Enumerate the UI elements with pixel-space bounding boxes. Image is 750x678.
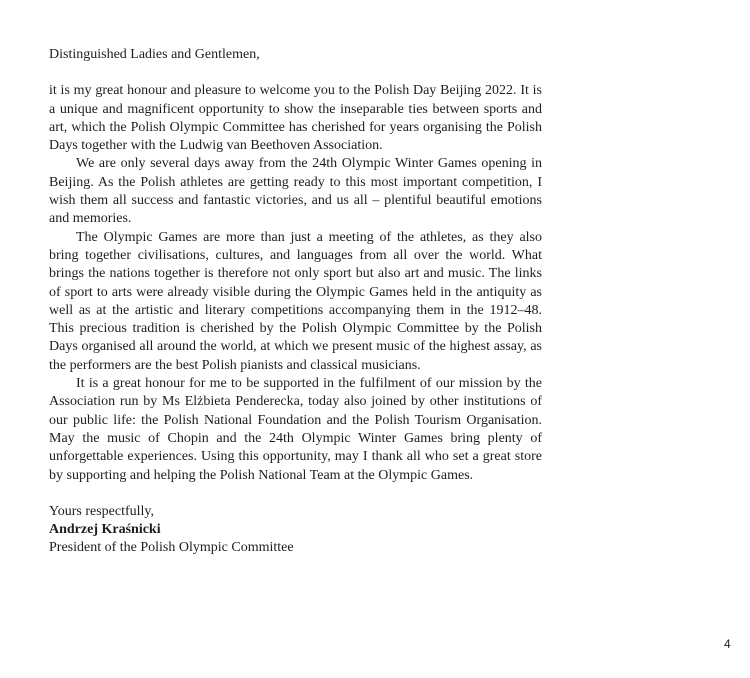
closing-phrase: Yours respectfully,: [49, 503, 154, 519]
paragraph-4: It is a great honour for me to be supported in the fulfilment of our mission by the Association run by Ms Elżbieta Penderecka, today also joined by other institutions of our public life: the Polish National Foundation and the Polish Tourism Organisation. May the music of Chopin and the 24th Olympic Winter Games bring plenty of unforgettable experiences. Using this opportunity, may I thank all who set a great store by supporting and helping the Polish National Team at the Olympic Games.: [49, 376, 542, 483]
paragraph-1: it is my great honour and pleasure to welcome you to the Polish Day Beijing 2022. It is a unique and magnificent opportunity to show the inseparable ties between sports and art, which the Polish Olympic Committee has cherished for years organising the Polish Days together with the Ludwig van Beethoven Association.: [49, 83, 542, 154]
paragraph-2: We are only several days away from the 24th Olympic Winter Games opening in Beijing. As the Polish athletes are getting ready to this most important competition, I wish them all success and fantastic victories, and us all – plentiful beautiful emotions and memories.: [49, 156, 542, 227]
signer-name: Andrzej Kraśnicki: [49, 522, 161, 538]
signer-title: President of the Polish Olympic Committee: [49, 540, 294, 556]
signature-block: [49, 503, 542, 558]
paragraph-3: The Olympic Games are more than just a meeting of the athletes, as they also bring together civilisations, cultures, and languages from all over the world. What brings the nations together is therefore not only sport but also art and music. The links of sport to arts were already visible during the Olympic Games held in the antiquity as well as at the artistic and literary competitions accompanying them in the 1912–48. This precious tradition is cherished by the Polish Olympic Committee by the Polish Days organised all around the world, at which we present music of the highest assay, as the performers are the best Polish pianists and classical musicians.: [49, 229, 542, 373]
salutation: Distinguished Ladies and Gentlemen,: [49, 47, 260, 62]
letter-body: [49, 46, 542, 558]
page-number: 4: [724, 637, 731, 651]
